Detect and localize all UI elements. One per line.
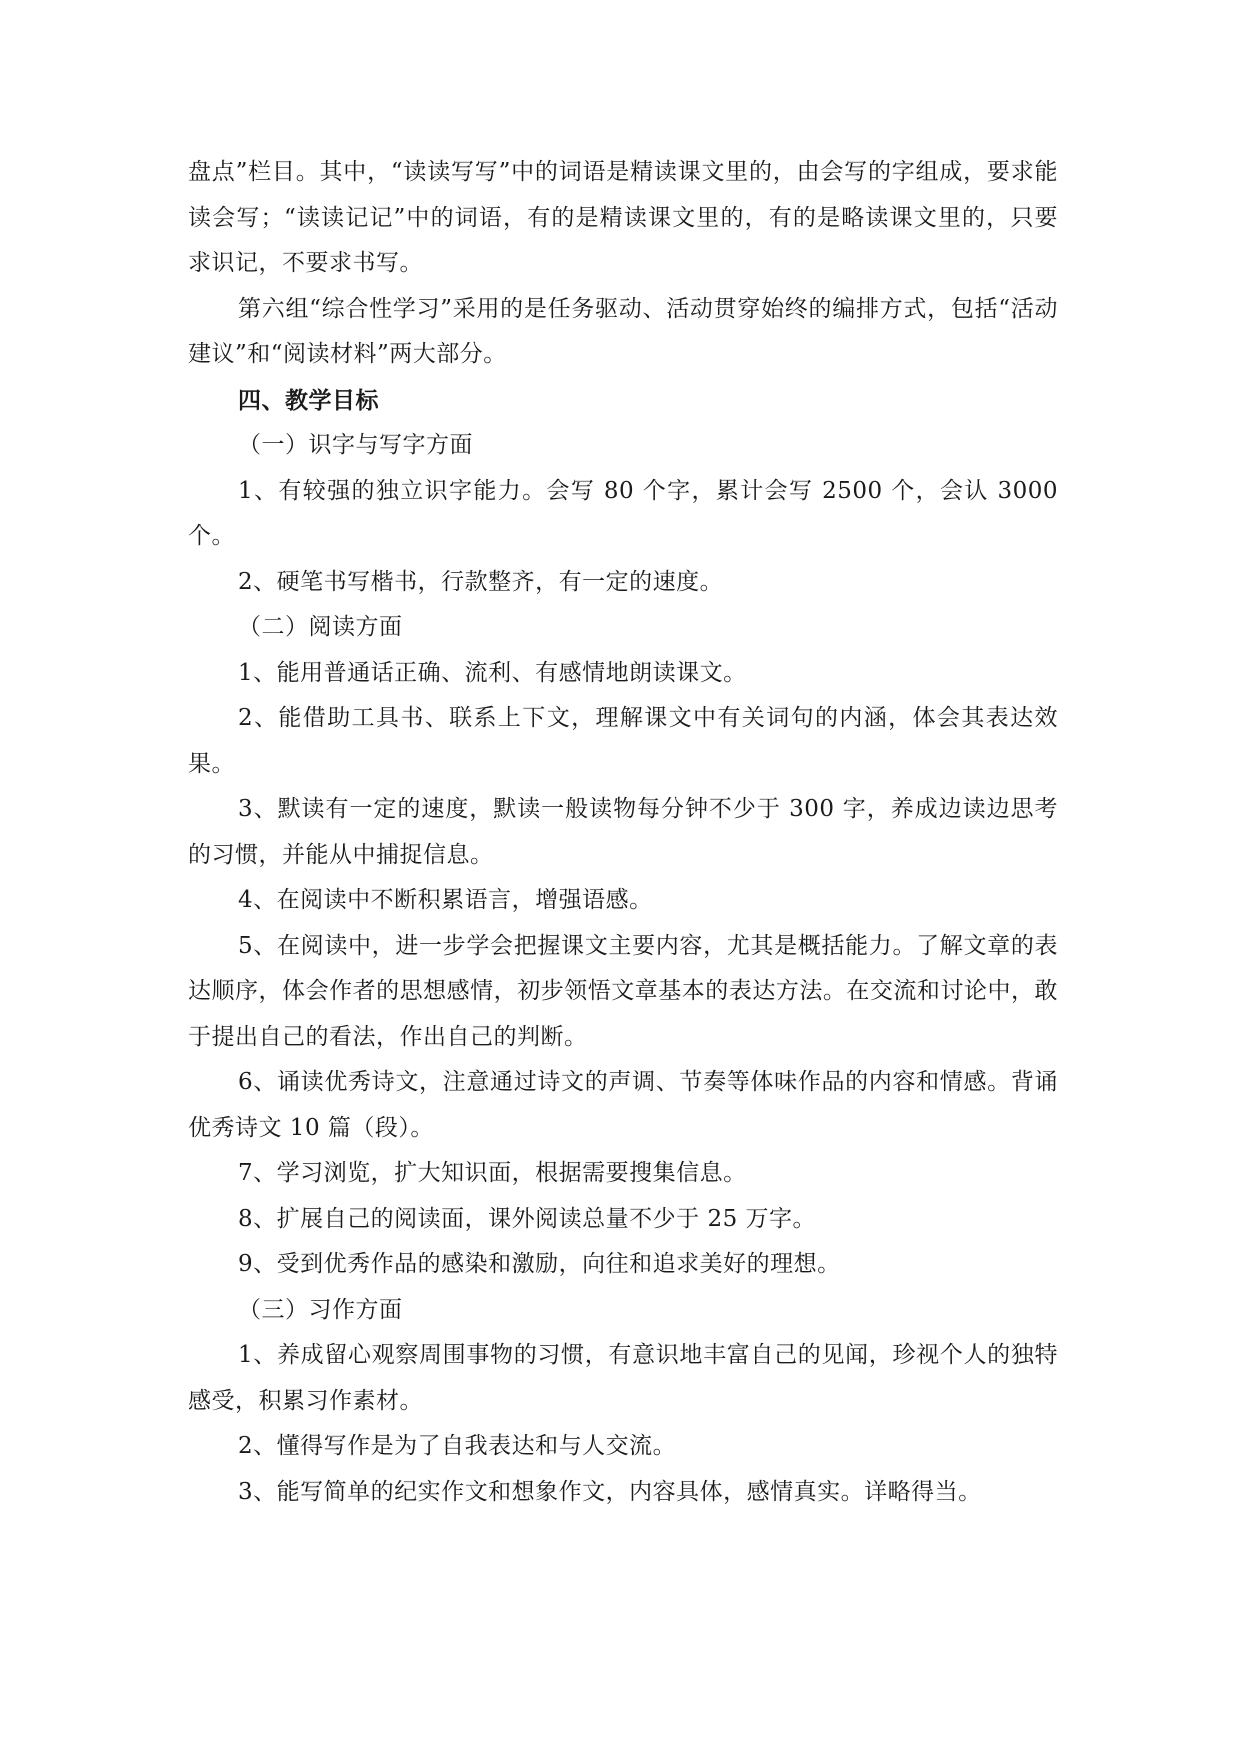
subheading-reading: （二）阅读方面 [238, 614, 403, 640]
list-item: 2、硬笔书写楷书，行款整齐，有一定的速度。 [238, 568, 724, 595]
document-page [188, 150, 1058, 1515]
paragraph-continuation: 盘点”栏目。其中，“读读写写”中的词语是精读课文里的，由会写的字组成，要求能读会写；“读读记记”中的词语，有的是精读课文里的，有的是略读课文里的，只要求识记，不要求书写。 [188, 159, 1058, 276]
paragraph-comprehensive-study: 第六组“综合性学习”采用的是任务驱动、活动贯穿始终的编排方式，包括“活动建议”和“阅读材料”两大部分。 [188, 295, 1058, 367]
list-item: 9、受到优秀作品的感染和激励，向往和追求美好的理想。 [238, 1251, 841, 1277]
list-item: 3、默读有一定的速度，默读一般读物每分钟不少于 300 字，养成边读边思考的习惯，并能从中捕捉信息。 [188, 796, 1058, 868]
list-item: 4、在阅读中不断积累语言，增强语感。 [238, 887, 653, 913]
list-item: 1、有较强的独立识字能力。会写 80 个字，累计会写 2500 个，会认 3000 个。 [188, 477, 1058, 549]
list-item: 7、学习浏览，扩大知识面，根据需要搜集信息。 [238, 1160, 747, 1186]
list-item: 2、能借助工具书、联系上下文，理解课文中有关词句的内涵，体会其表达效果。 [188, 705, 1058, 777]
list-item: 3、能写简单的纪实作文和想象作文，内容具体，感情真实。详略得当。 [238, 1478, 982, 1505]
section-heading-teaching-goals: 四、教学目标 [238, 386, 379, 414]
list-item: 2、懂得写作是为了自我表达和与人交流。 [238, 1433, 677, 1459]
list-item: 1、养成留心观察周围事物的习惯，有意识地丰富自己的见闻，珍视个人的独特感受，积累习作素材。 [188, 1342, 1058, 1414]
list-item: 6、诵读优秀诗文，注意通过诗文的声调、节奏等体味作品的内容和情感。背诵优秀诗文 10 篇（段）。 [188, 1069, 1058, 1141]
list-item: 1、能用普通话正确、流利、有感情地朗读课文。 [238, 659, 747, 686]
subheading-composition: （三）习作方面 [238, 1296, 403, 1323]
list-item: 8、扩展自己的阅读面，课外阅读总量不少于 25 万字。 [238, 1205, 817, 1232]
list-item: 5、在阅读中，进一步学会把握课文主要内容，尤其是概括能力。了解文章的表达顺序，体会作者的思想感情，初步领悟文章基本的表达方法。在交流和讨论中，敢于提出自己的看法，作出自己的判断。 [188, 932, 1058, 1050]
subheading-literacy-writing: （一）识字与写字方面 [238, 432, 473, 458]
